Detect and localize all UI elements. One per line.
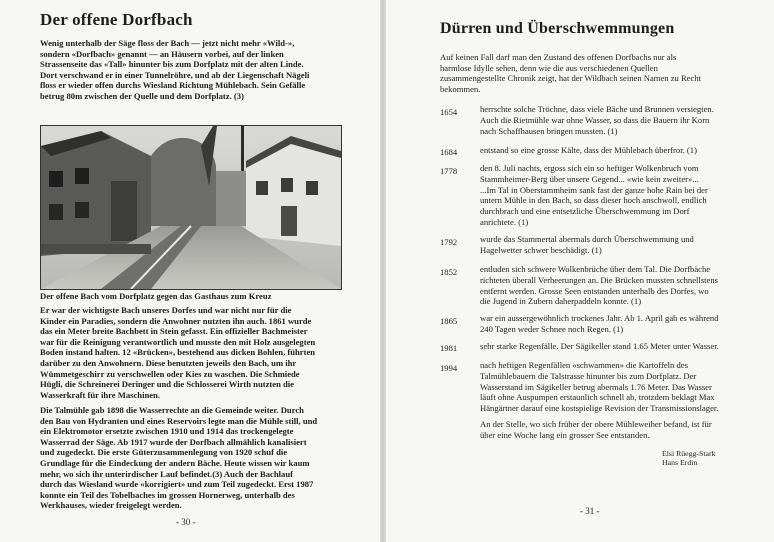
village-stream-photo [40,125,342,290]
left-paragraph-2: Er war der wichtigste Bach unseres Dorfes und war nicht nur für die Kinder ein Paradies, sondern die Anwohner nutzten ihn auch. 1861 wurde das ein Meter breite Bachbett in Stein gefasst. Ein offizieller Bachmeister war für die Reinigung verantwortlich und musste den mit Holz ausgelegten Boden instand halten. 12 «Brücken», bestehend aus dicken Bohlen, führten darüber zu den Anwohnern. Diese benutzten jeweils den Bach, um ihr Wümmetgeschirr zu verschwellen oder Kies zu waschen. Die Schmiede Hügli, die Schreinerei Deringer und die Schlosserei Wirth nutzten die Wasserkraft für ihre Maschinen. [40,305,316,400]
chronicle-entry: den 8. Juli nachts, ergoss sich ein so heftiger Wolkenbruch vom Stammheimer-Berg über unsere Gegend... «wie kein zweiter»... ...Im Tal in Oberstammheim sank fast der ganze hohe Rain bei der untern Mühle in den Bach, so dass dieser hoch anschwoll, endlich durchbrach und eine entsetzliche Überschwemmung im Dorf anrichtete. (1) [480,163,708,227]
chronicle-entry: sehr starke Regenfälle. Der Sägikeller stand 1.65 Meter unter Wasser. [480,341,719,351]
photo-caption: Der offene Bach vom Dorfplatz gegen das Gasthaus zum Kreuz [40,291,272,301]
closing-paragraph: An der Stelle, wo sich früher der obere Mühleweiher befand, ist für über eine Woche lang ein grosser See entstanden. [480,419,712,440]
chronicle-year: 1865 [440,316,458,326]
right-page-title: Dürren und Überschwemmungen [440,20,675,37]
right-intro: Auf keinen Fall darf man den Zustand des offenen Dorfbachs nur als harmlose Idylle sehen, denn wie die aus verschiedenen Quellen zusammengestellte Chronik zeigt, hat der Wildbach seinen Namen zu Recht bekommen. [440,52,702,94]
chronicle-entry: nach heftigen Regenfällen «schwammen» die Kartoffeln des Talmühlebauern die Talstrasse hinunter bis zum Dorfplatz. Der Wasserstand im Sägikeller betrug abermals 1.76 Meter. Das Wasser läuft ohne Auspumpen erstaunlich schnell ab, trotzdem beklagt Max Hängärtner darauf eine kostspielige Revision der Transmissionslager. [480,360,719,414]
chronicle-year: 1852 [440,267,458,277]
chronicle-year: 1994 [440,363,458,373]
chronicle-year: 1684 [440,147,458,157]
chronicle-year: 1981 [440,343,458,353]
chronicle-year: 1654 [440,107,458,117]
chronicle-entry: entluden sich schwere Wolkenbrüche über dem Tal. Die Dorfbäche richteten überall Verheerungen an. Die Brücken mussten schnellstens entfernt werden. Grosse Seen entstanden unterhalb des Dorfes, wo die Jugend in Zubern daherpaddeln konnte. (1) [480,264,719,307]
chronicle-year: 1792 [440,237,458,247]
chronicle-entry: wurde das Stammertal abermals durch Überschwemmung und Hagelwetter schwer beschädigt. (1) [480,234,694,255]
left-page-number: - 30 - [176,517,196,527]
chronicle-year: 1778 [440,166,458,176]
chronicle-entry: herrschte solche Tröchne, dass viele Bäche und Brunnen versiegten. Auch die Rietmühle war ohne Wasser, so dass die Bauern ihr Korn nach Schaffhausen bringen mussten. (1) [480,104,714,136]
right-page-number: - 31 - [580,506,600,516]
author-signature: Elsi Rüegg-Stark Hans Erdin [662,449,716,467]
left-paragraph-3: Die Talmühle gab 1898 die Wasserrechte an die Gemeinde weiter. Durch den Bau von Hydranten und eines Reservoirs legte man die Mühle still, und ein Elektromotor ersetzte zwischen 1910 und 1914 das trockengelegte Wasserrad der Säge. Ab 1917 wurde der Dorfbach allmählich kanalisiert und zugedeckt. Die erste Güterzusammenlegung von 1920 schuf die Grundlage für die Eindeckung der andern Bäche. Heute wissen wir kaum mehr, wo sich ihr unterirdischer Lauf befindet.(3) Auch der Bachlauf durch das Wiesland wurde «korrigiert» und zum Teil zugedeckt. Erst 1987 konnte ein Teil des Tobelbaches im grossen Hornerweg, unterhalb des Werkhauses, wieder freigelegt werden. [40,405,318,511]
chronicle-entry: entstand so eine grosse Kälte, dass der Mühlebach überfror. (1) [480,145,697,155]
left-page-title: Der offene Dorfbach [40,10,193,29]
left-intro: Wenig unterhalb der Säge floss der Bach — jetzt nicht mehr «Wild-», sondern «Dorfbach» genannt — an Häusern vorbei, auf der linken Strassenseite das «Tall» hinunter bis zum Dorfplatz mit der alten Linde. Dort verschwand er in einer Tunnelröhre, und ab der Liegenschaft Nägeli floss er wieder offen durchs Wiesland Richtung Mühlebach. Sein Gefälle betrug 80m zwischen der Quelle und dem Dorfplatz. (3) [40,38,310,101]
chronicle-entry: war ein aussergewöhnlich trockenes Jahr. Ab 1. April gab es während 240 Tagen weder Schnee noch Regen. (1) [480,313,719,334]
